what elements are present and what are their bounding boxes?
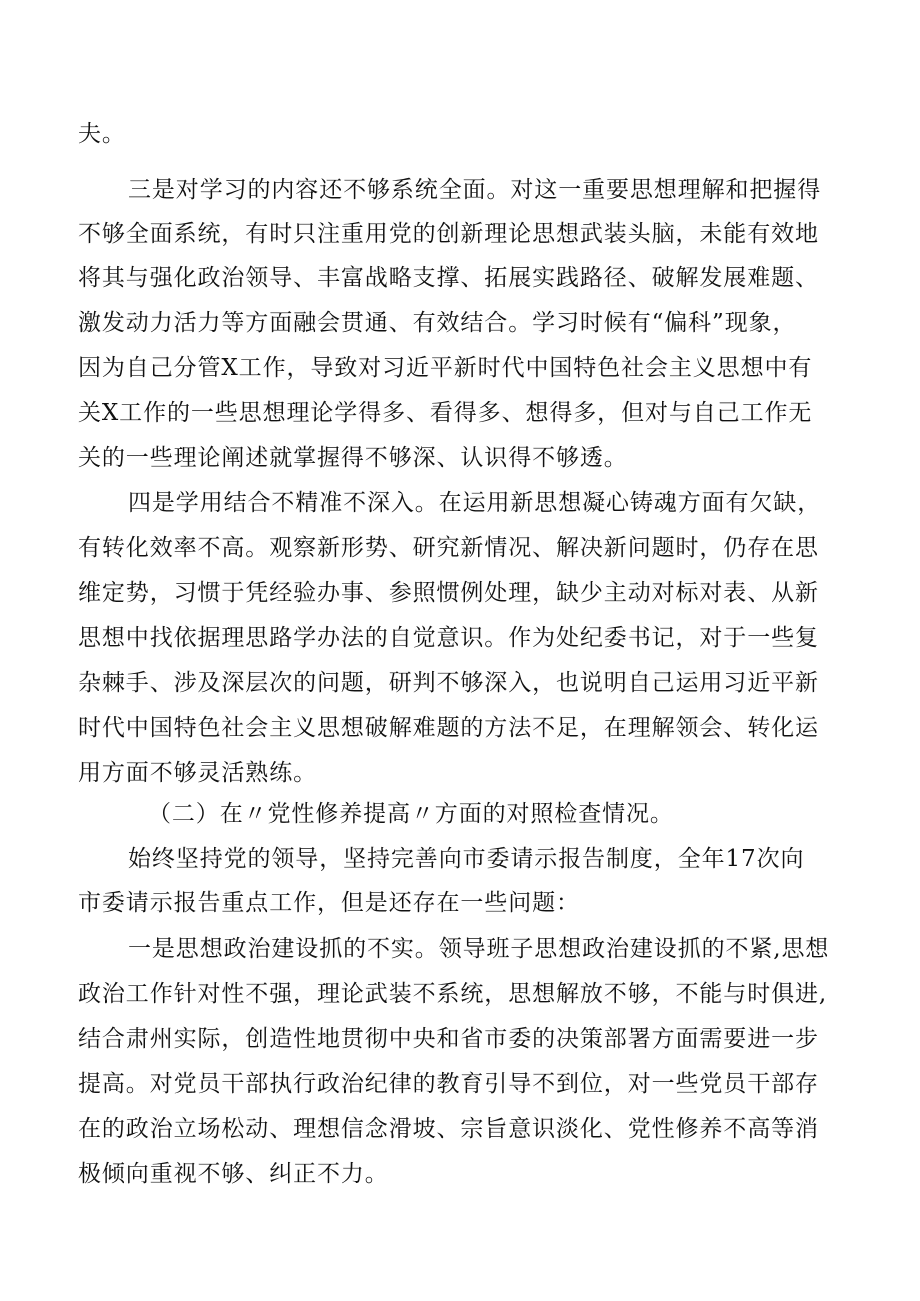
text-line: 因为自己分管X工作，导致对习近平新时代中国特色社会主义思想中有 [78, 355, 813, 381]
text-line: 夫。 [78, 121, 126, 147]
text-line: 激发动力活力等方面融会贯通、有效结合。学习时候有“偏科”现象， [78, 310, 797, 336]
text-line: 提高。对党员干部执行政治纪律的教育引导不到位，对一些党员干部存 [78, 1071, 819, 1097]
text-line: 用方面不够灵活熟练。 [78, 760, 317, 786]
text-line: 思想中找依据理思路学办法的自觉意识。作为处纪委书记，对于一些复 [78, 625, 819, 651]
text-line: 三是对学习的内容还不够系统全面。对这一重要思想理解和把握得 [128, 177, 822, 203]
text-line: 不够全面系统，有时只注重用党的创新理论思想武装头脑，未能有效地 [78, 221, 819, 247]
text-line: 时代中国特色社会主义思想破解难题的方法不足，在理解领会、转化运 [78, 715, 819, 741]
text-line: 杂棘手、涉及深层次的问题，研判不够深入，也说明自己运用习近平新 [78, 670, 819, 696]
text-line: 结合肃州实际，创造性地贯彻中央和省市委的决策部署方面需要进一步 [78, 1026, 819, 1052]
text-line: 政治工作针对性不强，理论武装不系统，思想解放不够，不能与时俱进, [78, 981, 828, 1007]
text-line: 极倾向重视不够、纠正不力。 [78, 1161, 389, 1187]
text-line: 将其与强化政治领导、丰富战略支撑、拓展实践路径、破解发展难题、 [78, 265, 819, 291]
text-line: 市委请示报告重点工作，但是还存在一些问题： [78, 890, 580, 916]
text-line: 一是思想政治建设抓的不实。领导班子思想政治建设抓的不紧,思想 [128, 936, 830, 962]
text-line: 关的一些理论阐述就掌握得不够深、认识得不够透。 [78, 445, 628, 471]
text-line: 有转化效率不高。观察新形势、研究新情况、解决新问题时，仍存在思 [78, 535, 819, 561]
text-line: 维定势，习惯于凭经验办事、参照惯例处理，缺少主动对标对表、从新 [78, 580, 819, 606]
text-line: 关X工作的一些思想理论学得多、看得多、想得多，但对与自己工作无 [78, 400, 813, 426]
text-line: 始终坚持党的领导，坚持完善向市委请示报告制度，全年17次向 [128, 846, 805, 872]
text-line: 四是学用结合不精准不深入。在运用新思想凝心铸魂方面有欠缺， [128, 490, 822, 516]
text-line: 在的政治立场松动、理想信念滑坡、宗旨意识淡化、党性修养不高等消 [78, 1116, 819, 1142]
section-heading: （二）在〃党性修养提高〃方面的对照检查情况。 [148, 801, 674, 827]
